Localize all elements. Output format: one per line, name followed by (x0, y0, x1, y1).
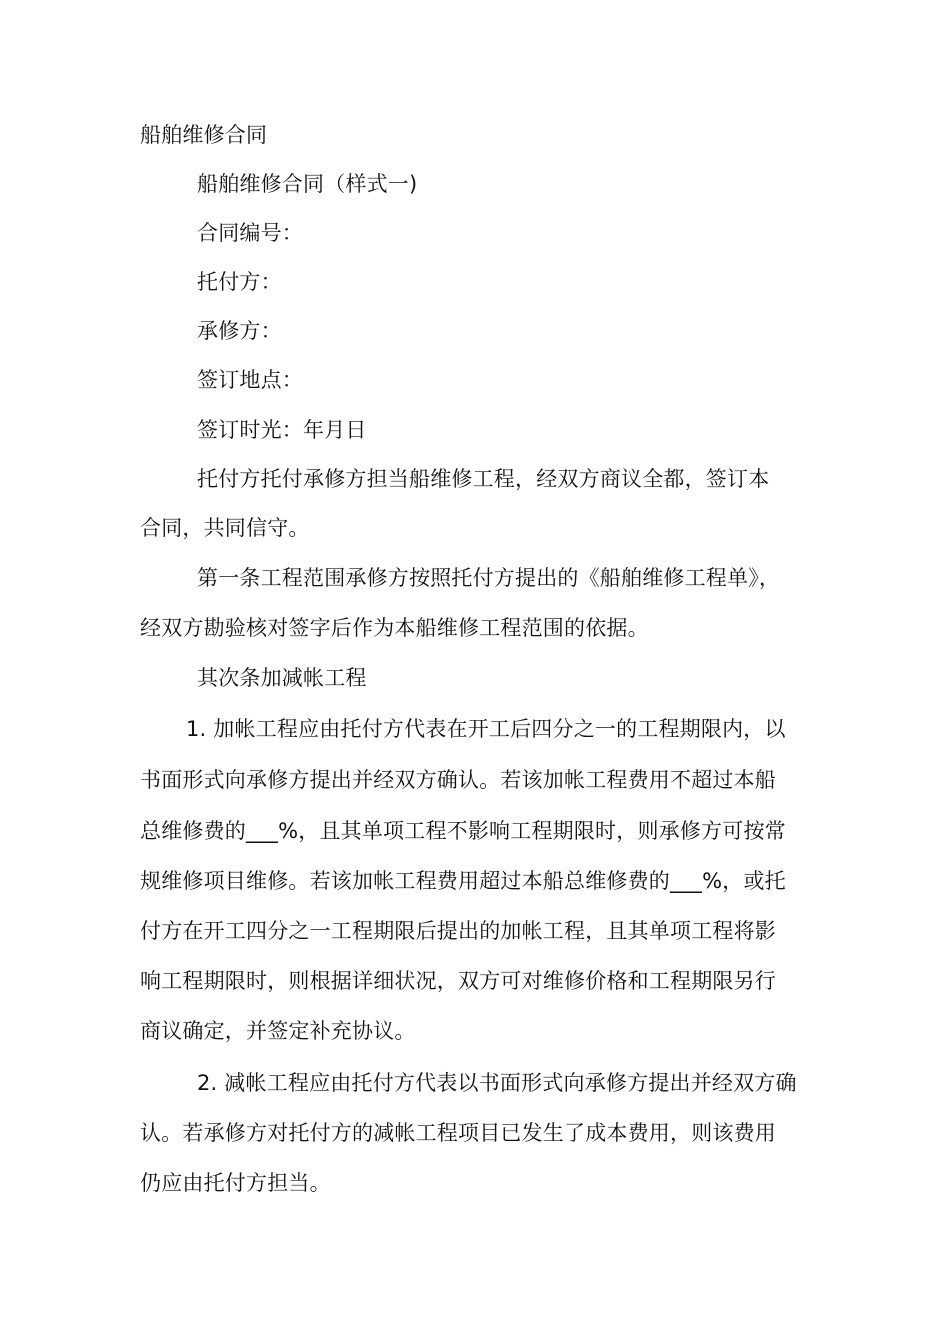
contractor-field: 承修方： (197, 319, 282, 343)
article2-heading: 其次条加减帐工程 (197, 666, 367, 690)
item1-line-2: 书面形式向承修方提出并经双方确认。若该加帐工程费用不超过本船 (140, 768, 776, 792)
article1-line-1: 第一条工程范围承修方按照托付方提出的《船舶维修工程单》， (197, 566, 781, 590)
item1-line-3: 总维修费的___%，且其单项工程不影响工程期限时，则承修方可按常 (140, 819, 786, 843)
intro-line-1: 托付方托付承修方担当船维修工程，经双方商议全都，签订本 (197, 467, 770, 491)
item1-line-7: 商议确定，并签定补充协议。 (140, 1019, 416, 1043)
item1-line-5: 付方在开工四分之一工程期限后提出的加帐工程，且其单项工程将影 (140, 919, 776, 943)
signing-place-field: 签订地点： (197, 368, 303, 392)
item1-line-1: 1. 加帐工程应由托付方代表在开工后四分之一的工程期限内，以 (186, 717, 786, 741)
item1-line-4: 规维修项目维修。若该加帐工程费用超过本船总维修费的___%，或托 (140, 869, 786, 893)
contract-number-field: 合同编号： (197, 221, 303, 245)
client-field: 托付方： (197, 270, 282, 294)
item2-line-3: 仍应由托付方担当。 (140, 1171, 331, 1195)
signing-date-field: 签订时光：年月日 (197, 418, 367, 442)
item2-line-2: 认。若承修方对托付方的减帐工程项目已发生了成本费用，则该费用 (140, 1121, 776, 1145)
document-title: 船舶维修合同 (140, 123, 268, 147)
item1-line-6: 响工程期限时，则根据详细状况，双方可对维修价格和工程期限另行 (140, 969, 776, 993)
article1-line-2: 经双方勘验核对签字后作为本船维修工程范围的依据。 (140, 616, 649, 640)
contract-subtitle: 船舶维修合同（样式一) (197, 172, 418, 196)
item2-line-1: 2. 减帐工程应由托付方代表以书面形式向承修方提出并经双方确 (197, 1071, 797, 1095)
intro-line-2: 合同，共同信守。 (140, 516, 310, 540)
